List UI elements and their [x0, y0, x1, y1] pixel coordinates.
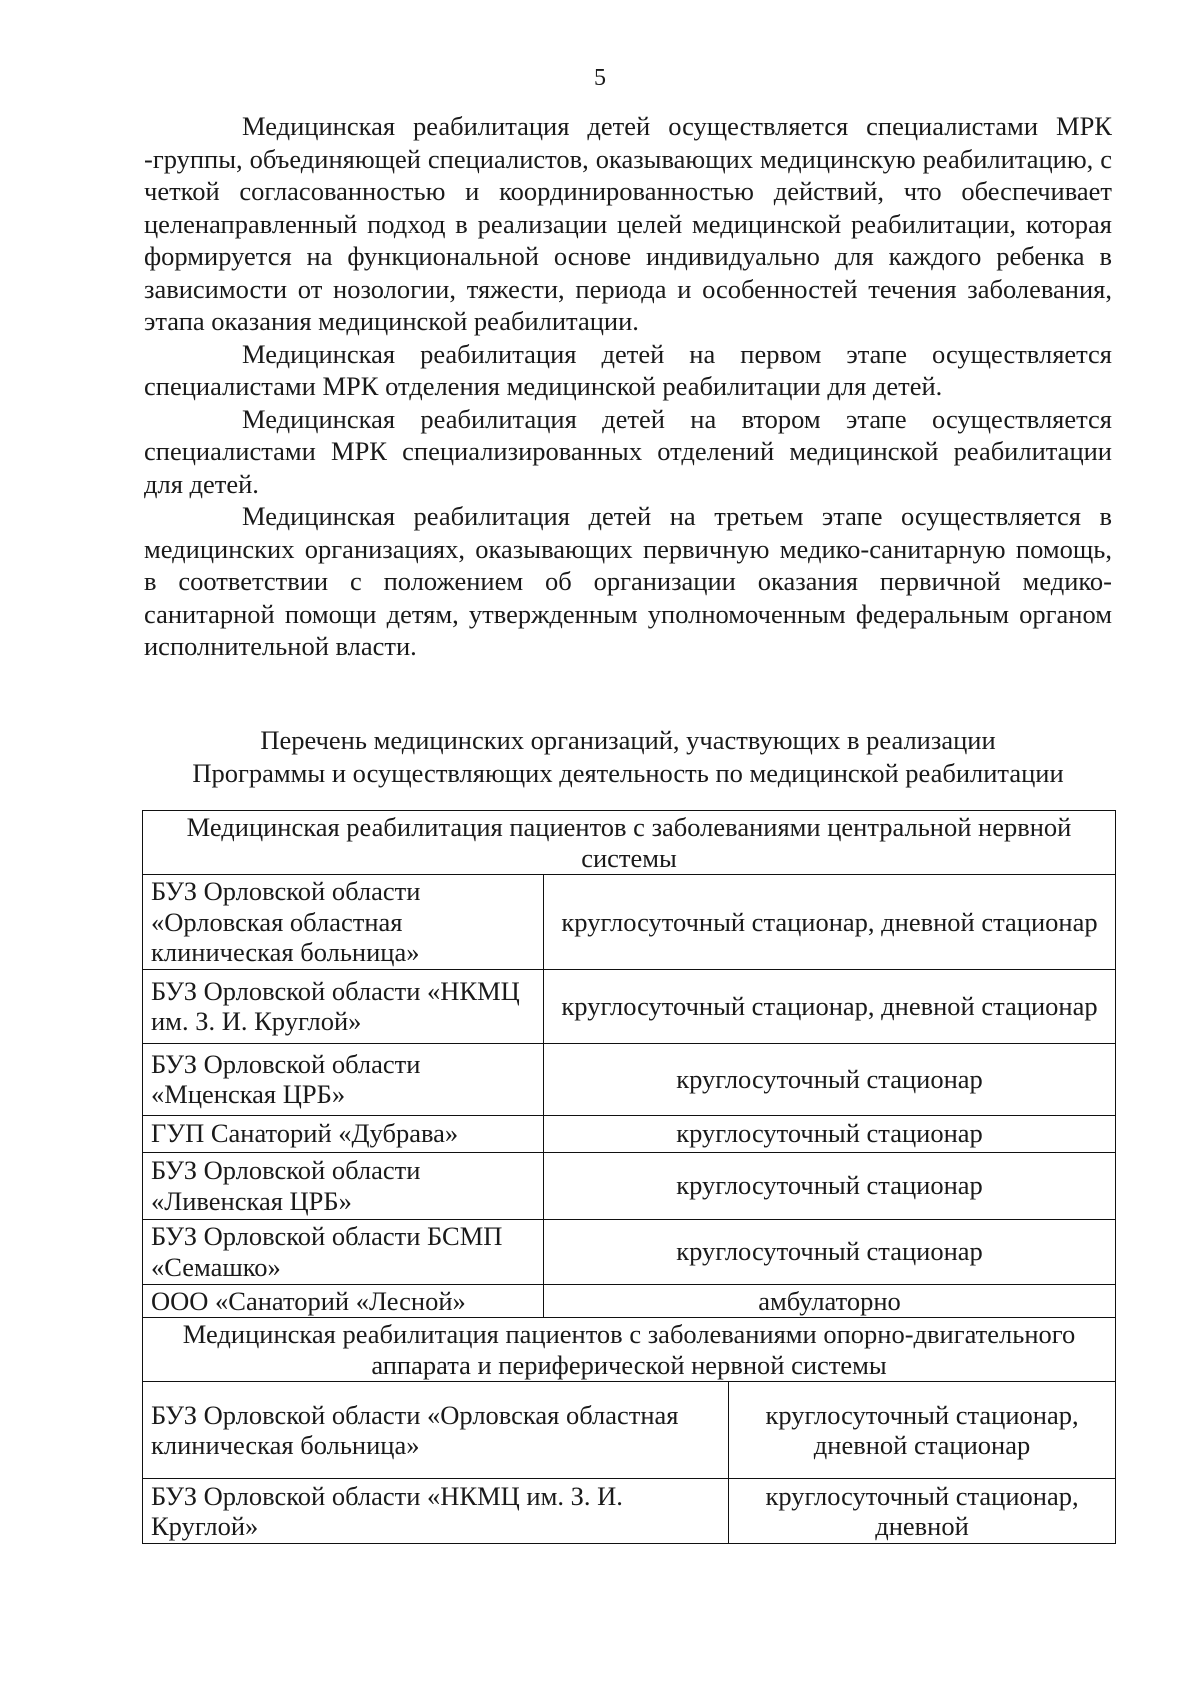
table-row — [143, 1219, 1116, 1284]
service-type-cell: круглосуточный стационар — [544, 1115, 1116, 1152]
section-heading: Медицинская реабилитация пациентов с заболеваниями опорно-двигательного аппарата и периферической нервной системы — [143, 1318, 1116, 1382]
table-row — [143, 1284, 1116, 1318]
table-row — [143, 875, 1116, 970]
paragraph: Медицинская реабилитация детей на втором этапе осуществляется специалистами МРК специализированных отделений медицинской реабилитации для детей. — [144, 403, 1112, 499]
org-name-cell: БУЗ Орловской области «Ливенская ЦРБ» — [143, 1152, 544, 1219]
org-name-cell: ГУП Санаторий «Дубрава» — [143, 1115, 544, 1152]
org-name-cell: БУЗ Орловской области «НКМЦ им. З. И. Круглой» — [143, 1479, 729, 1544]
paragraph: Медицинская реабилитация детей на первом этапе осуществляется специалистами МРК отделения медицинской реабилитации для детей. — [144, 338, 1112, 401]
section-heading-row — [143, 811, 1116, 875]
section-heading-row — [143, 1318, 1116, 1382]
org-name-cell: БУЗ Орловской области БСМП «Семашко» — [143, 1219, 544, 1284]
table-title — [144, 724, 1112, 790]
organizations-table — [142, 810, 1116, 1544]
table-row — [143, 1115, 1116, 1152]
service-type-cell: круглосуточный стационар, дневной стационар — [729, 1382, 1116, 1479]
paragraph: Медицинская реабилитация детей на третьем этапе осуществляется в медицинских организациях, оказывающих первичную медико-санитарную помощь, в соответствии с положением об организации оказания первичной медико-санитарной помощи детям, утвержденным уполномоченным федеральным органом исполнительной власти. — [144, 501, 1112, 661]
service-type-cell: круглосуточный стационар — [544, 1219, 1116, 1284]
table-row — [143, 1043, 1116, 1115]
service-type-cell: круглосуточный стационар, дневной — [729, 1479, 1116, 1544]
body-text — [144, 110, 1112, 663]
page-number: 5 — [594, 65, 606, 91]
table-row — [143, 969, 1116, 1043]
service-type-cell: круглосуточный стационар — [544, 1043, 1116, 1115]
org-name-cell: ООО «Санаторий «Лесной» — [143, 1284, 544, 1318]
org-name-cell: БУЗ Орловской области «НКМЦ им. З. И. Круглой» — [143, 969, 544, 1043]
service-type-cell: амбулаторно — [544, 1284, 1116, 1318]
section-heading: Медицинская реабилитация пациентов с заболеваниями центральной нервной системы — [143, 811, 1116, 875]
paragraph: Медицинская реабилитация детей осуществляется специалистами МРК -группы, объединяющей специалистов, оказывающих медицинскую реабилитацию, с четкой согласованностью и координированностью действий, что обеспечивает целенаправленный подход в реализации целей медицинской реабилитации, которая формируется на функциональной основе индивидуально для каждого ребенка в зависимости от нозологии, тяжести, периода и особенностей течения заболевания, этапа оказания медицинской реабилитации. — [144, 111, 1112, 336]
org-name-cell: БУЗ Орловской области «Орловская областная клиническая больница» — [143, 1382, 729, 1479]
org-name-cell: БУЗ Орловской области «Орловская областная клиническая больница» — [143, 875, 544, 970]
table-row — [143, 1152, 1116, 1219]
table-title-line: Перечень медицинских организаций, участвующих в реализации — [260, 725, 996, 755]
table-title-line: Программы и осуществляющих деятельность по медицинской реабилитации — [192, 758, 1064, 788]
service-type-cell: круглосуточный стационар, дневной стационар — [544, 969, 1116, 1043]
table-row — [143, 1479, 1116, 1544]
org-name-cell: БУЗ Орловской области «Мценская ЦРБ» — [143, 1043, 544, 1115]
service-type-cell: круглосуточный стационар — [544, 1152, 1116, 1219]
table-row — [143, 1382, 1116, 1479]
service-type-cell: круглосуточный стационар, дневной стационар — [544, 875, 1116, 970]
